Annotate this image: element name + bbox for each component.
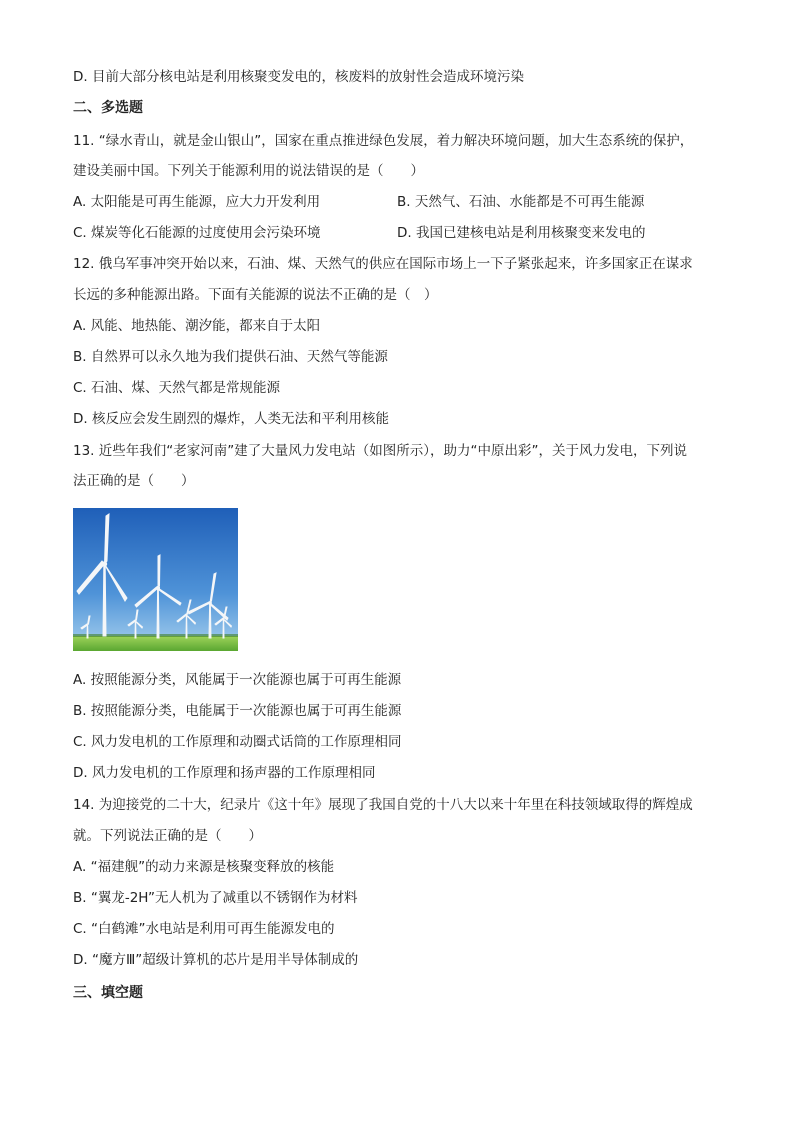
q11-stem-line1: 11. “绿水青山，就是金山银山”，国家在重点推进绿色发展，着力解决环境问题，加大生态系统的保护， [73,133,694,149]
q13-stem-line2: 法正确的是（ ） [73,473,195,489]
q12-option-c: C. 石油、煤、天然气都是常规能源 [73,380,281,396]
q11-option-b: B. 天然气、石油、水能都是不可再生能源 [397,194,645,210]
q14-stem-line1: 14. 为迎接党的二十大，纪录片《这十年》展现了我国自党的十八大以来十年里在科技领域取得的辉煌成 [73,797,693,813]
q14-option-c: C. “白鹤滩”水电站是利用可再生能源发电的 [73,921,335,937]
q10-option-d: D. 目前大部分核电站是利用核聚变发电的，核废料的放射性会造成环境污染 [73,69,524,85]
q11-option-c: C. 煤炭等化石能源的过度使用会污染环境 [73,225,321,241]
q13-stem-line1: 13. 近些年我们“老家河南”建了大量风力发电站（如图所示），助力“中原出彩”，关于风力发电，下列说 [73,443,687,459]
q14-option-d: D. “魔方Ⅲ”超级计算机的芯片是用半导体制成的 [73,952,359,968]
q12-stem-line1: 12. 俄乌军事冲突开始以来，石油、煤、天然气的供应在国际市场上一下子紧张起来，许多国家正在谋求 [73,256,693,272]
q11-option-a: A. 太阳能是可再生能源，应大力开发利用 [73,194,321,210]
q12-option-b: B. 自然界可以永久地为我们提供石油、天然气等能源 [73,349,388,365]
section-fill-in-blank: 三、填空题 [73,985,143,1001]
q14-option-b: B. “翼龙-2H”无人机为了减重以不锈钢作为材料 [73,890,358,906]
q13-option-a: A. 按照能源分类，风能属于一次能源也属于可再生能源 [73,672,402,688]
q14-stem-line2: 就。下列说法正确的是（ ） [73,828,262,844]
wind-turbines-image [73,508,238,651]
q14-option-a: A. “福建舰”的动力来源是核聚变释放的核能 [73,859,335,875]
q11-stem-line2: 建设美丽中国。下列关于能源利用的说法错误的是（ ） [73,163,424,179]
q12-option-a: A. 风能、地热能、潮汐能，都来自于太阳 [73,318,321,334]
q12-option-d: D. 核反应会发生剧烈的爆炸，人类无法和平利用核能 [73,411,389,427]
q13-option-c: C. 风力发电机的工作原理和动圈式话筒的工作原理相同 [73,734,402,750]
section-multiple-choice: 二、多选题 [73,100,143,116]
q13-option-b: B. 按照能源分类，电能属于一次能源也属于可再生能源 [73,703,402,719]
q13-option-d: D. 风力发电机的工作原理和扬声器的工作原理相同 [73,765,376,781]
q12-stem-line2: 长远的多种能源出路。下面有关能源的说法不正确的是（ ） [73,287,438,303]
q11-option-d: D. 我国已建核电站是利用核聚变来发电的 [397,225,646,241]
